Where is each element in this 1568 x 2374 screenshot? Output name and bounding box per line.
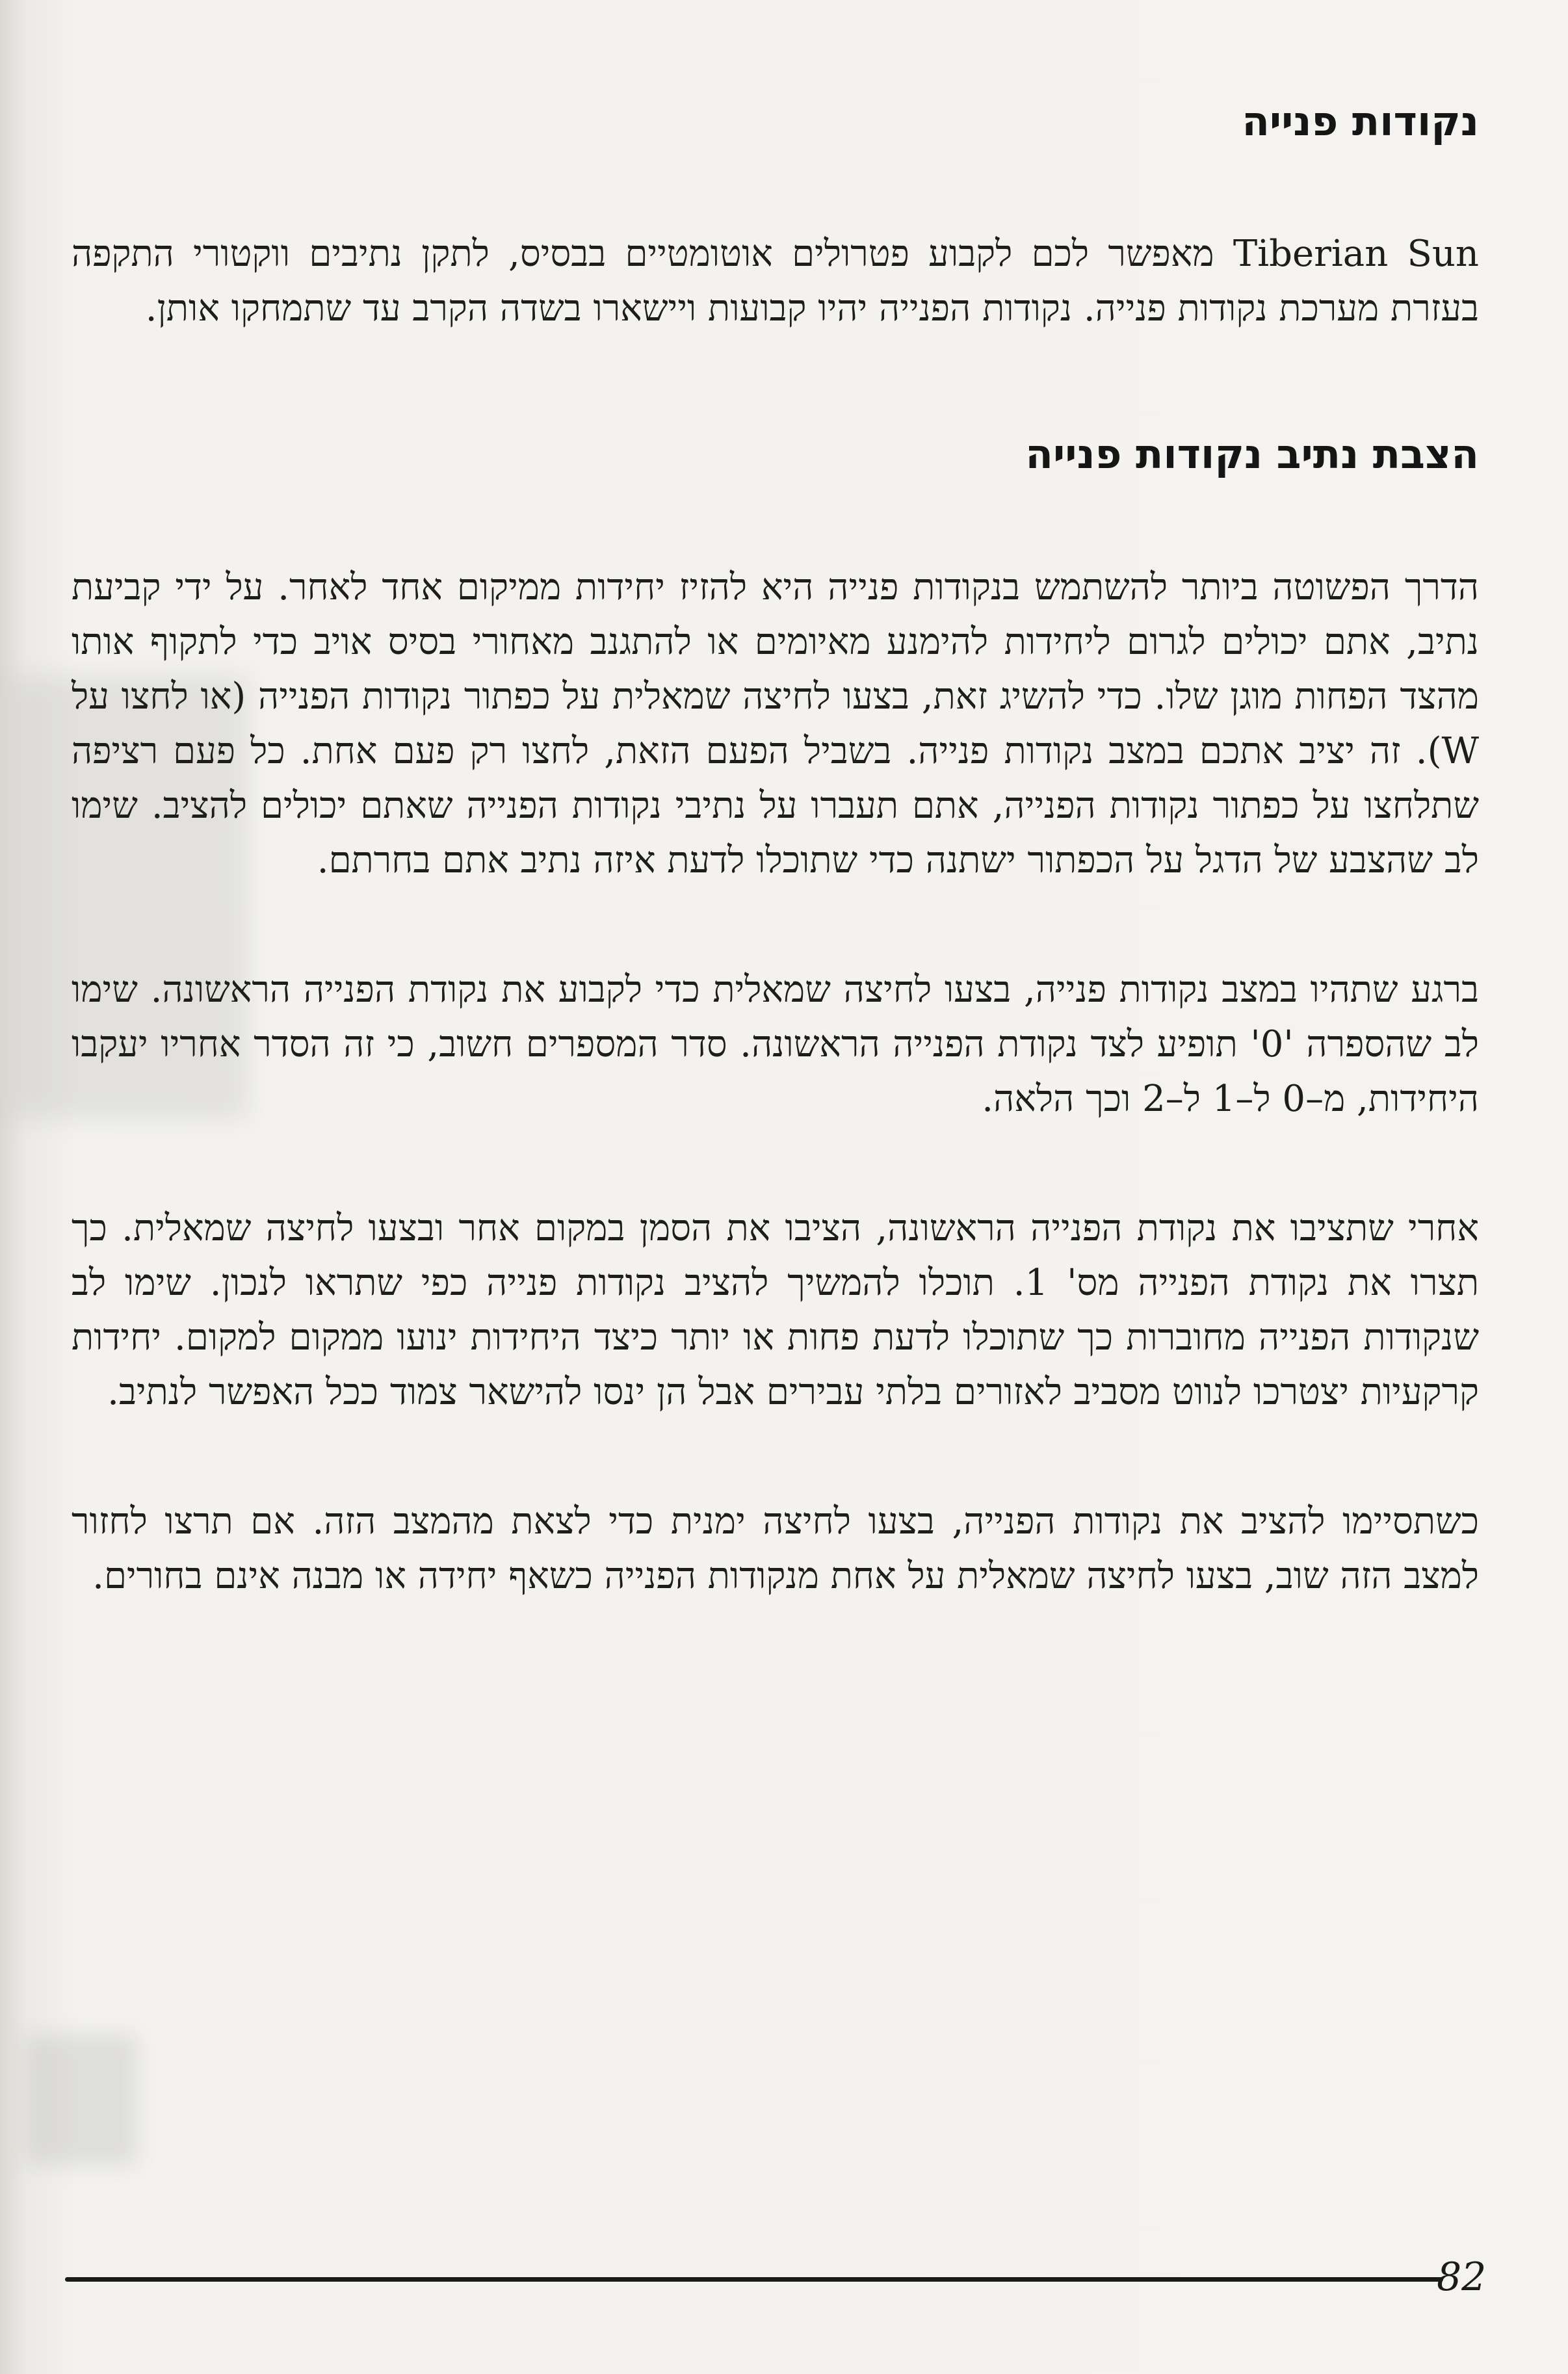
page-shadow-lower <box>26 2035 137 2165</box>
section-heading-waypoints: נקודות פנייה <box>1242 98 1479 145</box>
page-content <box>72 98 1479 1604</box>
paragraph-placing-path: הדרך הפשוטה ביותר להשתמש בנקודות פנייה היא להזיז יחידות ממיקום אחד לאחר. על ידי קביעת נתיב, אתם יכולים לגרום ליחידות להימנע מאיומים או להתגנב מאחורי בסיס אויב כדי לתקוף אותו מהצד הפחות מוגן שלו. כדי להשיג זאת, בצעו לחיצה שמאלית על כפתור נקודות הפנייה (או לחצו על W). זה יציב אתכם במצב נקודות פנייה. בשביל הפעם הזאת, לחצו רק פעם אחת. כל פעם רציפה שתלחצו על כפתור נקודות הפנייה, אתם תעברו על נתיבי נקודות הפנייה שאתם יכולים להציב. שימו לב שהצבע של הדגל על הכפתור ישתנה כדי שתוכלו לדעת איזה נתיב אתם בחרתם. <box>72 566 1479 881</box>
section-heading-placing-path: הצבת נתיב נקודות פנייה <box>1025 430 1479 478</box>
paragraph-finish-waypoints: כשתסיימו להציב את נקודות הפנייה, בצעו לחיצה ימנית כדי לצאת מהמצב הזה. אם תרצו לחזור למצב הזה שוב, בצעו לחיצה שמאלית על אחת מנקודות הפנייה כשאף יחידה או מבנה אינם בחורים. <box>72 1500 1479 1597</box>
paragraph-more-waypoints: אחרי שתציבו את נקודת הפנייה הראשונה, הציבו את הסמן במקום אחר ובצעו לחיצה שמאלית. כך תצרו את נקודת הפנייה מס' 1. תוכלו להמשיך להציב נקודות פנייה כפי שתראו לנכון. שימו לב שנקודות הפנייה מחוברות כך שתוכלו לדעת פחות או יותר כיצד היחידות ינועו ממקום למקום. יחידות קרקעיות יצטרכו לנווט מסביב לאזורים בלתי עבירים אבל הן ינסו להישאר צמוד ככל האפשר לנתיב. <box>72 1207 1479 1413</box>
paragraph-intro: Tiberian Sun מאפשר לכם לקבוע פטרולים אוטומטיים בבסיס, לתקן נתיבים ווקטורי התקפה בעזרת מערכת נקודות פנייה. נקודות הפנייה יהיו קבועות ויישארו בשדה הקרב עד שתמחקו אותן. <box>72 233 1479 330</box>
page-number: 82 <box>1437 2254 1487 2300</box>
footer-rule <box>65 2277 1443 2282</box>
paragraph-first-waypoint: ברגע שתהיו במצב נקודות פנייה, בצעו לחיצה שמאלית כדי לקבוע את נקודת הפנייה הראשונה. שימו לב שהספרה '0' תופיע לצד נקודת הפנייה הראשונה. סדר המספרים חשוב, כי זה הסדר אחריו יעקבו היחידות, מ–0 ל–1 ל–2 וכך הלאה. <box>72 968 1480 1120</box>
